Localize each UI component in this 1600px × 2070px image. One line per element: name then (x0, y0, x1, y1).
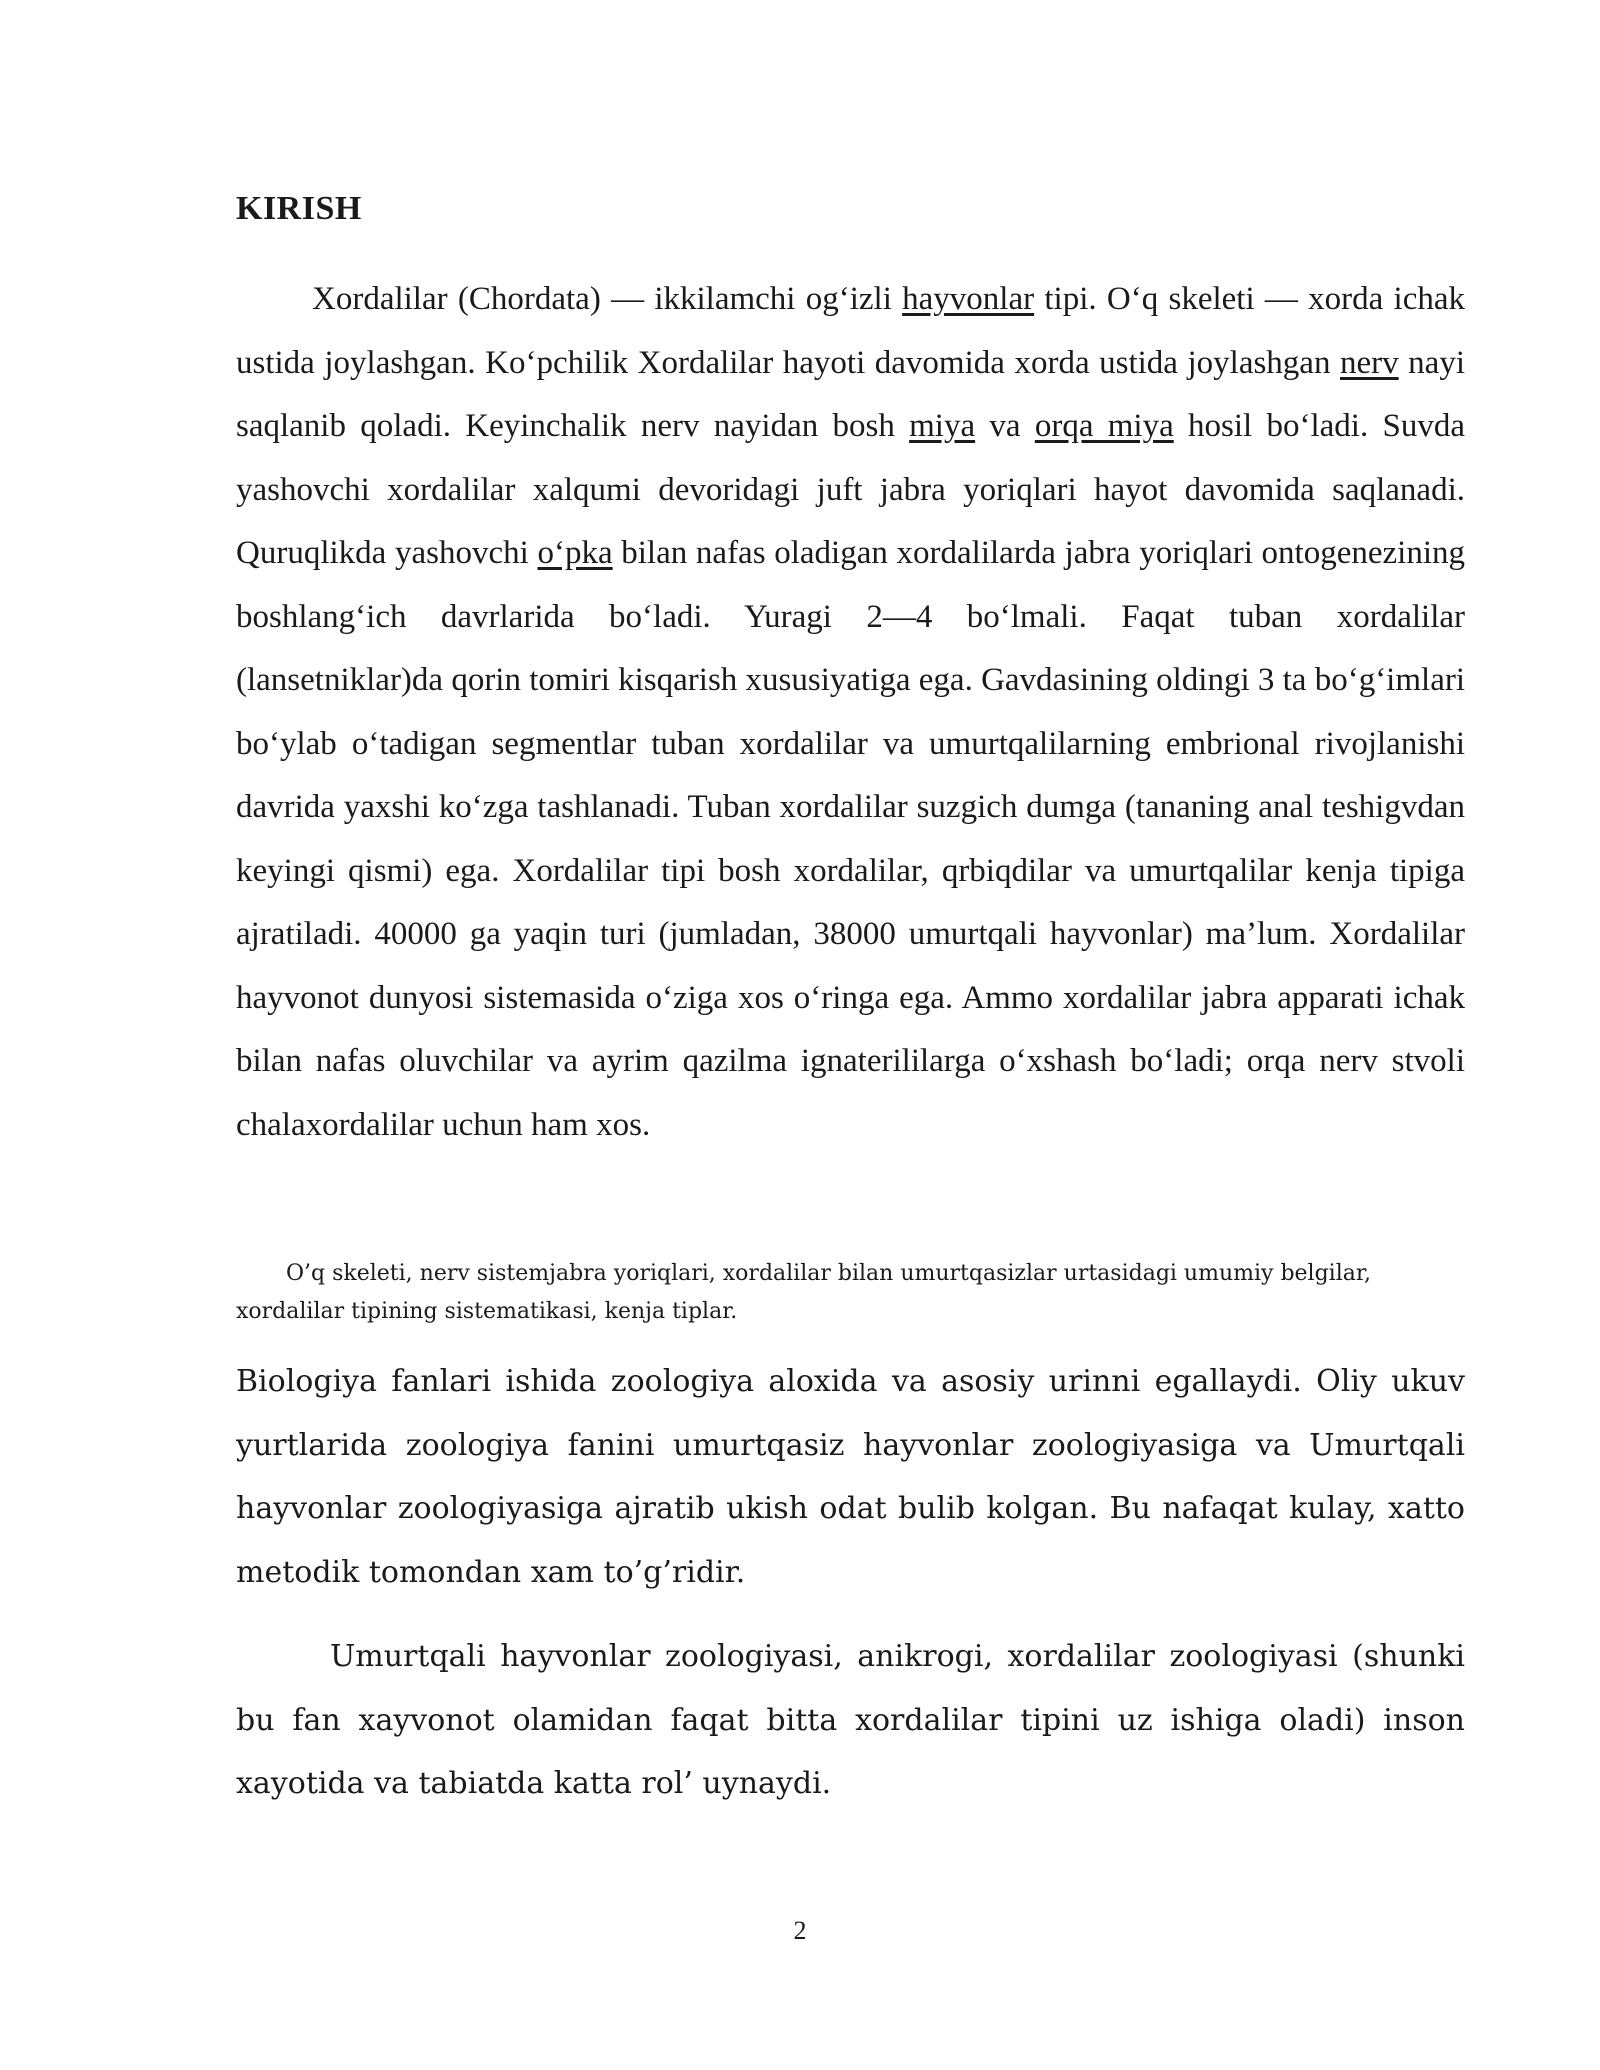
paragraph-vertebrate-zoology: Umurtqali hayvonlar zoologiyasi, anikrogi, xordalilar zoologiyasi (shunki bu fan xayvonot olamidan faqat bitta xordalilar tipini uz ishiga oladi) inson xayotida va tabiatda katta rol’ uynaydi. (236, 1639, 1465, 1801)
paragraph-text: nayi saqlanib qoladi. Keyinchalik nerv nayidan bosh (236, 344, 1465, 444)
paragraph-text: va (975, 408, 1035, 444)
page-number: 2 (793, 1916, 807, 1945)
link-opka[interactable]: o‘pka (537, 535, 613, 571)
paragraph-text: Xordalilar (Chordata) — ikkilamchi og‘izli (312, 281, 903, 317)
link-orqa-miya[interactable]: orqa miya (1034, 408, 1174, 444)
link-nerv[interactable]: nerv (1340, 344, 1399, 381)
paragraph-text: tipi. O‘q skeleti — xorda ichak ustida joylashgan. Ko‘pchilik Xordalilar hayoti davomida xorda ustida joylashgan (236, 281, 1466, 381)
section-heading: KIRISH (236, 190, 362, 227)
paragraph-text: bilan nafas oladigan xordalilarda jabra yoriqlari ontogenezining boshlang‘ich davrlarida bo‘ladi. Yuragi 2—4 bo‘lmali. Faqat tuban xordalilar (lansetniklar)da qorin tomiri kisqarish xususiyatiga ega. Gavdasining oldingi 3 ta bo‘g‘imlari bo‘ylab o‘tadigan segmentlar tuban xordalilar va umurtqalilarning embrional rivojlanishi davrida yaxshi ko‘zga tashlanadi. Tuban xordalilar suzgich dumga (tananing anal teshigvdan keyingi qismi) ega. Xordalilar tipi bosh xordalilar, qrbiqdilar va umurtqalilar kenja tipiga ajratiladi. 40000 ga yaqin turi (jumladan, 38000 umurtqali hayvonlar) ma’lum. Xordalilar hayvonot dunyosi sistemasida o‘ziga xos o‘ringa ega. Ammo xordalilar jabra apparati ichak bilan nafas oluvchilar va ayrim qazilma ignaterililarga o‘xshash bo‘ladi; orqa nerv stvoli chalaxordalilar uchun ham xos. (236, 535, 1465, 1143)
intro-paragraph (236, 268, 1465, 1157)
paragraph-text: hosil bo‘ladi. Suvda yashovchi xordalilar xalqumi devoridagi juft jabra yoriqlari hayot davomida saqlanadi. Quruqlikda yashovchi (236, 408, 1465, 571)
paragraph-biology: Biologiya fanlari ishida zoologiya aloxida va asosiy urinni egallaydi. Oliy ukuv yurtlarida zoologiya fanini umurtqasiz hayvonlar zoologiyasiga va Umurtqali hayvonlar zoologiyasiga ajratib ukish odat bulib kolgan. Bu nafaqat kulay, xatto metodik tomondan xam to’g’ridir. (236, 1364, 1465, 1590)
topics-note: O’q skeleti, nerv sistemjabra yoriqlari, xordalilar bilan umurtqasizlar urtasidagi umumiy belgilar, xordalilar tipining sistematikasi, kenja tiplar. (236, 1261, 1371, 1324)
link-hayvonlar[interactable]: hayvonlar (902, 281, 1035, 317)
link-miya[interactable]: miya (909, 408, 976, 444)
